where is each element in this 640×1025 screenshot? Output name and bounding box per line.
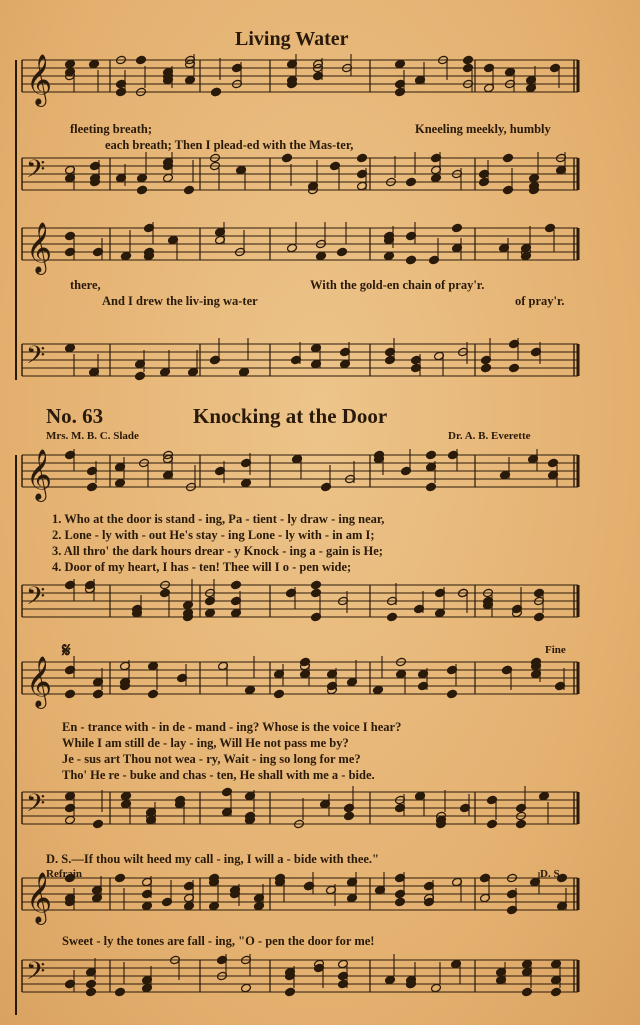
- note-head: [65, 815, 76, 825]
- note-head: [426, 482, 437, 492]
- note-head: [285, 987, 296, 997]
- note-head: [384, 251, 395, 261]
- note-head: [316, 251, 327, 261]
- treble-clef-icon: 𝄞: [26, 449, 53, 500]
- ds-label: D. S.: [540, 868, 563, 880]
- note-head: [87, 482, 98, 492]
- lyric-line: With the gold-en chain of pray'r.: [310, 278, 485, 292]
- treble-clef-icon: 𝄞: [26, 656, 53, 707]
- lyric-line: there,: [70, 278, 101, 292]
- note-head: [431, 173, 442, 183]
- note-head: [231, 580, 242, 590]
- verse-line: 2. Lone - ly with - out He's stay - ing Lone - ly with - in am I;: [52, 528, 375, 542]
- bass-clef-icon: 𝄢: [26, 341, 46, 376]
- note-head: [311, 580, 322, 590]
- note-head: [211, 87, 222, 97]
- note-head: [89, 59, 100, 69]
- note-head: [516, 819, 527, 829]
- segno-sign: 𝄋: [62, 638, 71, 662]
- note-head: [65, 343, 76, 353]
- hymn-number: No. 63: [46, 404, 104, 428]
- note-head: [406, 177, 417, 187]
- note-head: [115, 478, 126, 488]
- refrain-lyric-line: Sweet - ly the tones are fall - ing, "O - pen the door for me!: [62, 934, 375, 948]
- note-head: [395, 59, 406, 69]
- note-head: [65, 689, 76, 699]
- note-head: [287, 243, 298, 253]
- note-head: [534, 612, 545, 622]
- note-head: [121, 251, 132, 261]
- note-head: [239, 367, 250, 377]
- top-hymn-title: Living Water: [235, 28, 349, 50]
- note-head: [274, 689, 285, 699]
- note-head: [241, 478, 252, 488]
- note-head: [487, 819, 498, 829]
- note-head: [447, 689, 458, 699]
- lyric-line: each breath; Then I plead-ed with the Mas-ter,: [105, 138, 354, 152]
- note-head: [426, 450, 437, 460]
- note-head: [184, 185, 195, 195]
- bass-clef-icon: 𝄢: [26, 582, 46, 617]
- note-head: [357, 153, 368, 163]
- note-head: [435, 608, 446, 618]
- words-credit: Mrs. M. B. C. Slade: [46, 430, 139, 442]
- lyric-line: And I drew the liv-ing wa-ter: [102, 294, 258, 308]
- note-head: [395, 897, 406, 907]
- note-head: [142, 901, 153, 911]
- note-head: [241, 983, 252, 993]
- note-head: [86, 987, 97, 997]
- note-head: [522, 987, 533, 997]
- lyric-line: fleeting breath;: [70, 122, 153, 136]
- note-head: [245, 685, 256, 695]
- bass-clef-icon: 𝄢: [26, 155, 46, 190]
- note-head: [503, 153, 514, 163]
- bass-clef-icon: 𝄢: [26, 957, 46, 992]
- treble-clef-icon: 𝄞: [26, 872, 53, 923]
- verse-line: Je - sus art Thou not wea - ry, Wait - ing so long for me?: [62, 752, 361, 766]
- note-head: [93, 819, 104, 829]
- note-head: [347, 893, 358, 903]
- lyric-line: of pray'r.: [515, 294, 565, 308]
- note-head: [337, 247, 348, 257]
- verse-line: While I am still de - lay - ing, Will He not pass me by?: [62, 736, 349, 750]
- note-head: [406, 255, 417, 265]
- note-head: [65, 59, 76, 69]
- note-head: [387, 612, 398, 622]
- treble-clef-icon: 𝄞: [26, 54, 53, 105]
- note-head: [137, 173, 148, 183]
- note-head: [539, 791, 550, 801]
- bass-clef-icon: 𝄢: [26, 789, 46, 824]
- note-head: [183, 600, 194, 610]
- fine-label: Fine: [545, 644, 566, 656]
- verse-line: Tho' He re - buke and chas - ten, He shall with me a - bide.: [62, 768, 375, 782]
- note-head: [344, 811, 355, 821]
- note-head: [509, 363, 520, 373]
- verse-line: 3. All thro' the dark hours drear - y Knock - ing a - gain is He;: [52, 544, 383, 558]
- note-head: [184, 901, 195, 911]
- note-head: [163, 173, 174, 183]
- note-head: [205, 608, 216, 618]
- note-head: [282, 153, 293, 163]
- hymn-title: Knocking at the Door: [193, 404, 388, 428]
- note-head: [373, 685, 384, 695]
- note-head: [385, 975, 396, 985]
- verse-line: En - trance with - in de - mand - ing? Whose is the voice I hear?: [62, 720, 402, 734]
- note-head: [529, 173, 540, 183]
- note-head: [93, 689, 104, 699]
- verse-line: 1. Who at the door is stand - ing, Pa - tient - ly draw - ing near,: [52, 512, 385, 526]
- ds-lyric-line: D. S.—If thou wilt heed my call - ing, I will a - bide with thee.": [46, 852, 379, 866]
- note-head: [452, 223, 463, 233]
- note-head: [551, 987, 562, 997]
- note-head: [463, 55, 474, 65]
- note-head: [115, 987, 126, 997]
- note-head: [115, 873, 126, 883]
- note-head: [136, 55, 147, 65]
- treble-clef-icon: 𝄞: [26, 222, 53, 273]
- note-head: [431, 983, 442, 993]
- note-head: [137, 185, 148, 195]
- lyric-line: Kneeling meekly, humbly: [415, 122, 551, 136]
- refrain-label: Refrain: [46, 868, 83, 880]
- verse-line: 4. Door of my heart, I has - ten! Thee will I o - pen wide;: [52, 560, 352, 574]
- note-head: [209, 901, 220, 911]
- note-head: [121, 791, 132, 801]
- note-head: [148, 689, 159, 699]
- note-head: [185, 75, 196, 85]
- note-head: [86, 979, 97, 989]
- note-head: [135, 371, 146, 381]
- music-credit: Dr. A. B. Everette: [448, 430, 531, 442]
